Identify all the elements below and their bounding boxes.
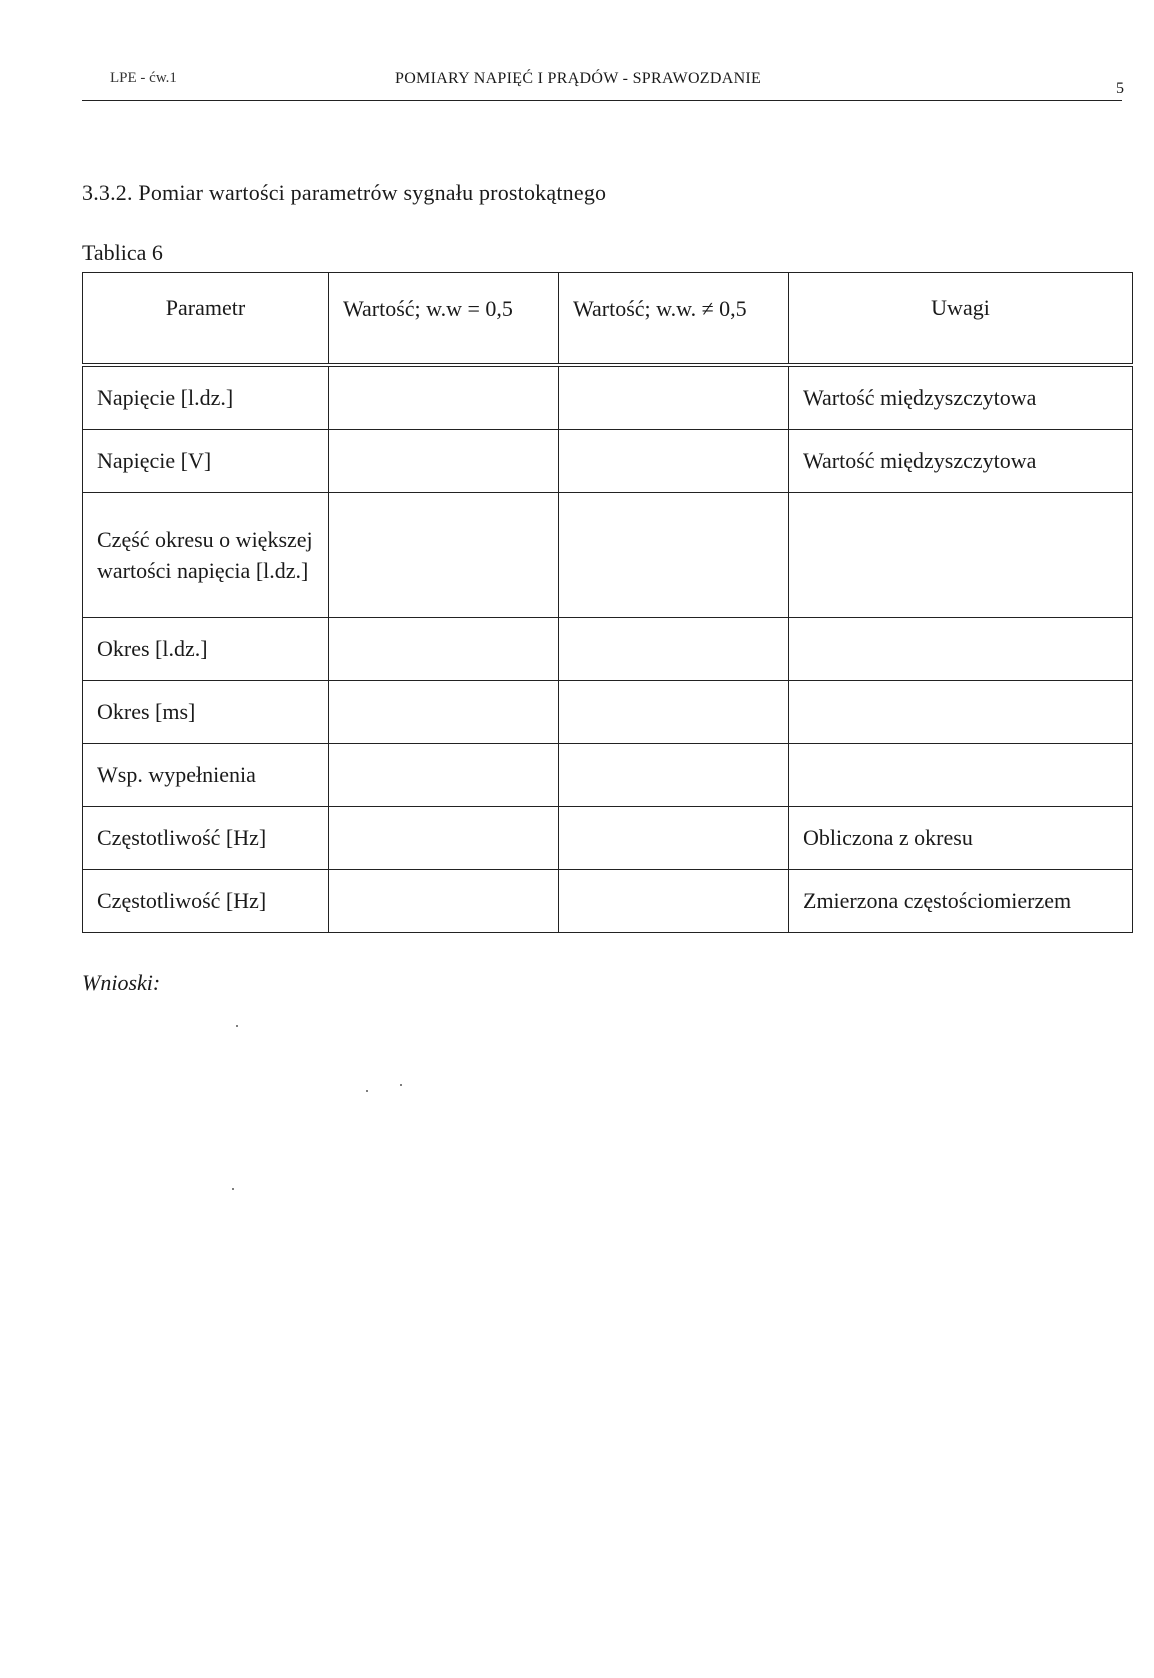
column-header-value-duty-05: Wartość; w.w = 0,5 (329, 273, 559, 365)
value-cell-duty-05 (329, 429, 559, 492)
value-cell-duty-not-05 (559, 806, 789, 869)
value-cell-duty-05 (329, 617, 559, 680)
value-cell-duty-not-05 (559, 680, 789, 743)
table-row (83, 492, 1133, 617)
value-cell-duty-05 (329, 806, 559, 869)
remarks-cell (789, 743, 1133, 806)
column-header-value-duty-not-05: Wartość; w.w. ≠ 0,5 (559, 273, 789, 365)
page-header (82, 70, 1122, 101)
value-cell-duty-05 (329, 743, 559, 806)
row-parameter-cell: Okres [l.dz.] (83, 617, 329, 680)
value-cell-duty-not-05 (559, 429, 789, 492)
column-header-parameter: Parametr (83, 273, 329, 365)
row-parameter-cell: Napięcie [l.dz.] (83, 365, 329, 430)
table-caption: Tablica 6 (82, 240, 163, 265)
value-cell-duty-05 (329, 869, 559, 932)
value-cell-duty-not-05 (559, 743, 789, 806)
value-cell-duty-not-05 (559, 492, 789, 617)
section-title: 3.3.2. Pomiar wartości parametrów sygnału prostokątnego (82, 180, 607, 205)
remarks-cell: Wartość międzyszczytowa (789, 429, 1133, 492)
scan-speck (400, 1084, 402, 1086)
column-header-remarks: Uwagi (789, 273, 1133, 365)
value-cell-duty-05 (329, 492, 559, 617)
value-cell-duty-05 (329, 680, 559, 743)
value-cell-duty-not-05 (559, 365, 789, 430)
page-number: 5 (1116, 80, 1124, 97)
value-cell-duty-05 (329, 365, 559, 430)
remarks-cell (789, 680, 1133, 743)
row-parameter-cell: Okres [ms] (83, 680, 329, 743)
remarks-cell (789, 617, 1133, 680)
table-header-row (83, 273, 1133, 365)
scan-speck (232, 1188, 234, 1190)
table-row (83, 743, 1133, 806)
header-title: POMIARY NAPIĘĆ I PRĄDÓW - SPRAWOZDANIE (395, 70, 762, 87)
remarks-cell: Wartość międzyszczytowa (789, 365, 1133, 430)
table-row (83, 806, 1133, 869)
scan-speck (366, 1090, 368, 1092)
scan-speck (236, 1025, 238, 1027)
remarks-cell: Zmierzona częstościomierzem (789, 869, 1133, 932)
remarks-cell: Obliczona z okresu (789, 806, 1133, 869)
row-parameter-cell: Częstotliwość [Hz] (83, 806, 329, 869)
row-parameter-cell: Część okresu o większej wartości napięcia [l.dz.] (83, 492, 329, 617)
table-row (83, 429, 1133, 492)
table-row (83, 869, 1133, 932)
parameters-table (82, 272, 1133, 933)
header-course-code: LPE - ćw.1 (110, 70, 177, 86)
row-parameter-cell: Częstotliwość [Hz] (83, 869, 329, 932)
row-parameter-cell: Wsp. wypełnienia (83, 743, 329, 806)
conclusions-label: Wnioski: (82, 970, 161, 995)
remarks-cell (789, 492, 1133, 617)
value-cell-duty-not-05 (559, 869, 789, 932)
value-cell-duty-not-05 (559, 617, 789, 680)
table-row (83, 365, 1133, 430)
table-row (83, 617, 1133, 680)
table-row (83, 680, 1133, 743)
row-parameter-cell: Napięcie [V] (83, 429, 329, 492)
